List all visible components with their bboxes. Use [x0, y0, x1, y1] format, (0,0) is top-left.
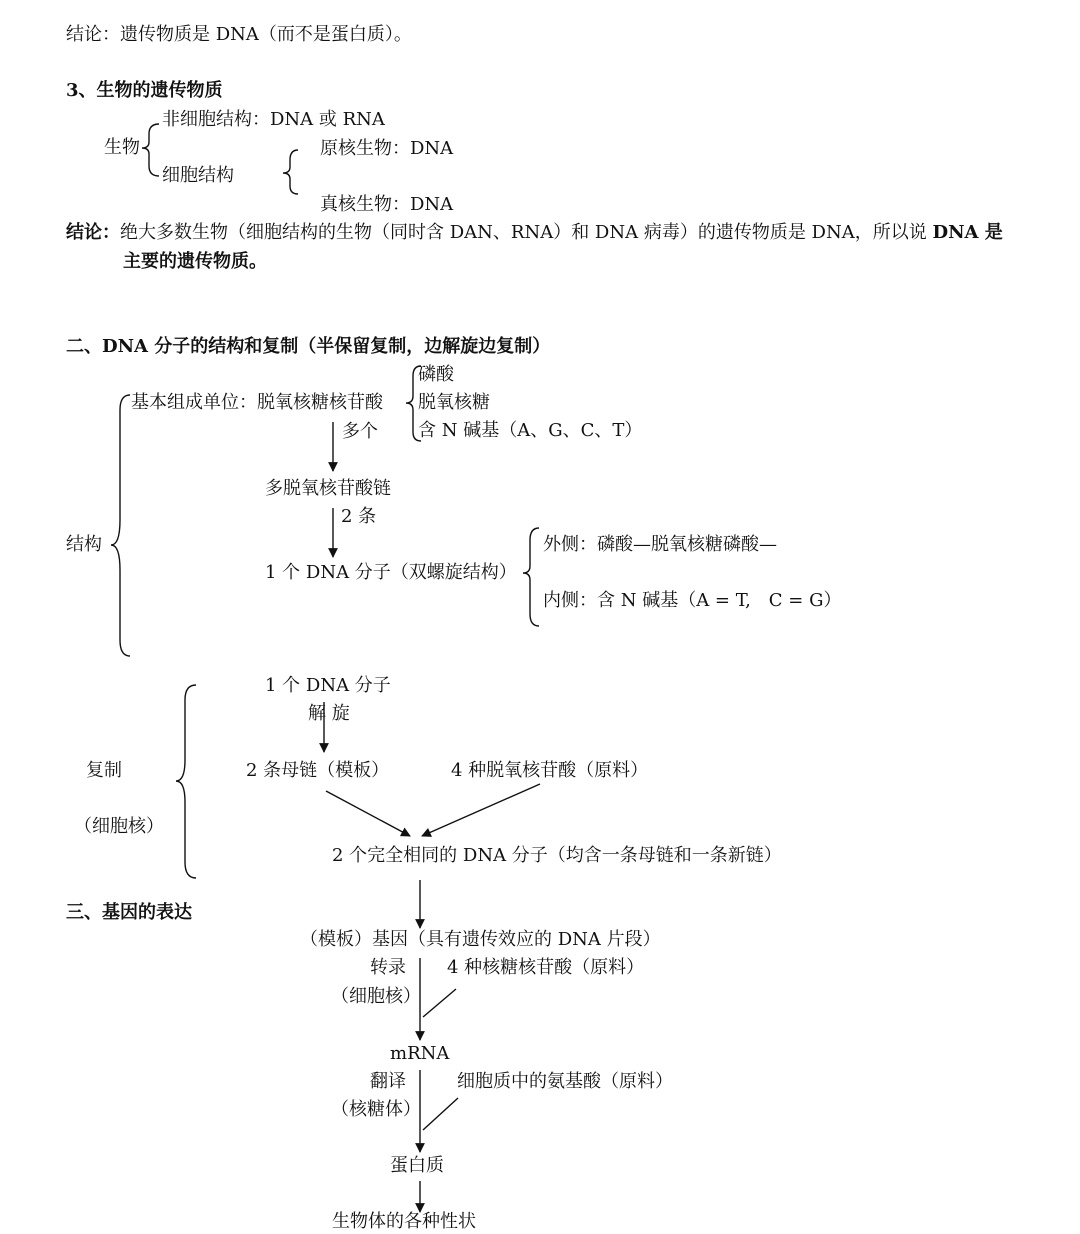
inner-side-label: 内侧：含 N 碱基（A = T, C = G）	[543, 590, 842, 611]
unwind-label: 解 旋	[308, 703, 350, 724]
organism-brace	[142, 124, 159, 176]
replication-location: （细胞核）	[74, 816, 164, 837]
part3-heading: 三、基因的表达	[66, 902, 192, 923]
part2-heading: 二、DNA 分子的结构和复制（半保留复制，边解旋边复制）	[66, 336, 551, 357]
molecule-label: 1 个 DNA 分子（双螺旋结构）	[265, 562, 517, 583]
arrow-nucleotides	[423, 989, 456, 1017]
eukaryote-label: 真核生物：DNA	[320, 194, 454, 215]
raw-material-label: 4 种脱氧核苷酸（原料）	[451, 760, 649, 781]
transcription-location: （细胞核）	[331, 986, 421, 1007]
conclusion-text: 绝大多数生物（细胞结构的生物（同时含 DAN、RNA）和 DNA 病毒）的遗传物质是 DNA，所以说	[120, 222, 927, 243]
replication-start-label: 1 个 DNA 分子	[265, 675, 391, 696]
traits-label: 生物体的各种性状	[332, 1211, 476, 1232]
prokaryote-label: 原核生物：DNA	[320, 138, 454, 159]
two-label: 2 条	[341, 506, 377, 527]
outer-side-label: 外侧：磷酸—脱氧核糖磷酸—	[543, 534, 777, 555]
protein-label: 蛋白质	[390, 1155, 444, 1176]
translation-location: （核糖体）	[331, 1099, 421, 1120]
main-material-conclusion	[66, 221, 1003, 245]
component-base: 含 N 碱基（A、G、C、T）	[418, 420, 643, 441]
mrna-label: mRNA	[390, 1043, 450, 1064]
component-phosphate: 磷酸	[418, 364, 454, 385]
conclusion-prefix: 结论：	[66, 222, 120, 243]
replication-label: 复制	[86, 760, 122, 781]
structure-label: 结构	[66, 534, 102, 555]
conclusion-bold-1: DNA 是	[932, 222, 1003, 243]
component-deoxyribose: 脱氧核糖	[418, 392, 490, 413]
section3-heading: 3、生物的遗传物质	[66, 80, 223, 101]
arrow-parent-to-result	[326, 791, 410, 836]
cellular-label: 细胞结构	[162, 165, 234, 186]
arrow-raw-to-result	[422, 784, 540, 836]
transcription-label: 转录	[370, 957, 406, 978]
replication-result-label: 2 个完全相同的 DNA 分子（均含一条母链和一条新链）	[332, 845, 782, 866]
translation-label: 翻译	[370, 1071, 406, 1092]
many-label: 多个	[342, 421, 378, 442]
cellular-brace	[283, 150, 298, 194]
transcription-raw-label: 4 种核糖核苷酸（原料）	[447, 957, 645, 978]
genetic-material-conclusion: 结论：遗传物质是 DNA（而不是蛋白质）。	[66, 24, 412, 45]
chain-label: 多脱氧核苷酸链	[265, 478, 391, 499]
sides-brace	[523, 528, 539, 626]
conclusion-bold-2: 主要的遗传物质。	[123, 251, 267, 272]
gene-label: （模板）基因（具有遗传效应的 DNA 片段）	[300, 929, 661, 950]
basic-unit-label: 基本组成单位：脱氧核糖核苷酸	[131, 392, 383, 413]
parent-strands-label: 2 条母链（模板）	[246, 760, 390, 781]
noncellular-label: 非细胞结构：DNA 或 RNA	[162, 109, 385, 130]
organism-label: 生物	[104, 137, 140, 158]
replication-brace	[176, 685, 196, 878]
structure-brace	[111, 395, 130, 656]
arrow-aminoacids	[423, 1098, 458, 1130]
translation-raw-label: 细胞质中的氨基酸（原料）	[457, 1071, 673, 1092]
